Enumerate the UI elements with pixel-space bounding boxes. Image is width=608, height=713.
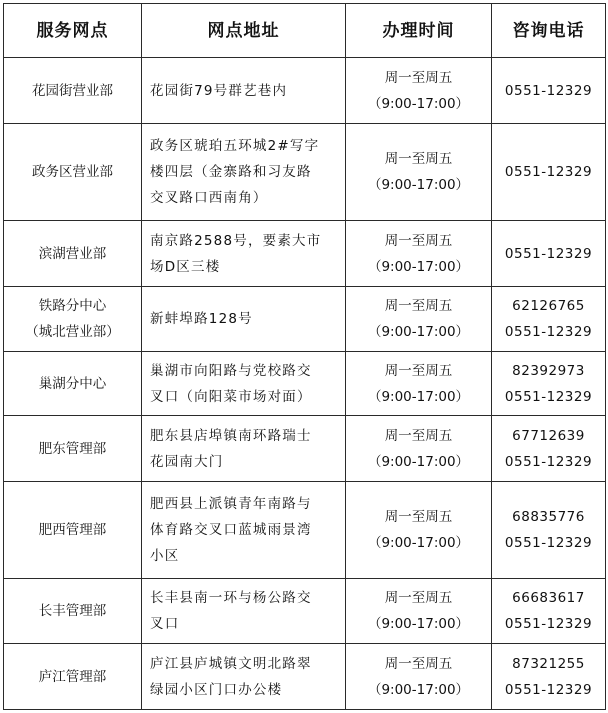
outlet-address-line: 肥西县上派镇青年南路与 [150, 496, 312, 512]
outlet-address-line: 叉口 [150, 616, 180, 632]
outlet-address-line: 花园南大门 [150, 453, 224, 470]
business-hours-cell [346, 644, 492, 710]
outlet-name-line: 政务区营业部 [32, 164, 113, 180]
outlet-name-line: 庐江管理部 [38, 668, 107, 685]
business-hours-line: 周一至周五 [384, 298, 453, 314]
business-hours-line: （9:00-17:00） [367, 258, 470, 275]
business-hours-line: 周一至周五 [384, 362, 453, 379]
outlet-name-line: 滨湖营业部 [38, 245, 107, 262]
table-row [4, 221, 606, 287]
contact-phone-line: 0551-12329 [504, 164, 593, 180]
outlet-address-line: 场D区三楼 [150, 258, 221, 275]
outlet-name-cell [4, 482, 142, 579]
contact-phone-line: 82392973 [512, 362, 585, 379]
table-row [4, 124, 606, 221]
contact-phone-cell [492, 482, 606, 579]
outlet-address-cell [142, 482, 346, 579]
contact-phone-line: 0551-12329 [504, 388, 593, 405]
outlet-address-line: 楼四层（金寨路和习友路 [150, 164, 312, 180]
outlet-address-cell [142, 579, 346, 644]
business-hours-line: （9:00-17:00） [367, 616, 470, 632]
header-service-outlet: 服务网点 [4, 4, 142, 58]
business-hours-cell [346, 58, 492, 124]
outlet-address-cell [142, 124, 346, 221]
table-row [4, 644, 606, 710]
contact-phone-line: 62126765 [512, 298, 585, 314]
outlet-name-line: 铁路分中心 [38, 298, 107, 314]
table-row [4, 58, 606, 124]
business-hours-line: （9:00-17:00） [367, 388, 470, 405]
table-row [4, 352, 606, 416]
contact-phone-line: 0551-12329 [504, 82, 593, 99]
outlet-name-line: 花园街营业部 [32, 82, 113, 99]
outlet-address-line: 交叉路口西南角） [150, 190, 268, 206]
business-hours-line: 周一至周五 [384, 509, 453, 525]
contact-phone-cell [492, 221, 606, 287]
business-hours-cell [346, 221, 492, 287]
outlet-address-line: 新蚌埠路128号 [150, 311, 253, 327]
business-hours-line: 周一至周五 [384, 427, 453, 444]
business-hours-cell [346, 287, 492, 352]
outlet-name-cell [4, 58, 142, 124]
outlet-address-line: 绿园小区门口办公楼 [150, 681, 283, 698]
outlet-address-cell [142, 644, 346, 710]
business-hours-line: （9:00-17:00） [367, 324, 470, 340]
business-hours-line: （9:00-17:00） [367, 95, 470, 112]
outlet-name-cell [4, 579, 142, 644]
outlet-name-cell [4, 221, 142, 287]
business-hours-cell [346, 579, 492, 644]
table-row [4, 416, 606, 482]
outlet-name-line: 肥西管理部 [38, 522, 107, 538]
contact-phone-cell [492, 58, 606, 124]
outlet-address-line: 小区 [150, 548, 180, 564]
outlet-address-cell [142, 287, 346, 352]
contact-phone-line: 87321255 [512, 655, 585, 672]
outlet-name-line: （城北营业部） [25, 324, 120, 340]
outlet-name-line: 巢湖分中心 [38, 375, 107, 392]
contact-phone-line: 67712639 [512, 427, 585, 444]
contact-phone-line: 0551-12329 [504, 453, 593, 470]
outlet-name-line: 长丰管理部 [38, 603, 107, 619]
business-hours-line: （9:00-17:00） [367, 453, 470, 470]
outlet-address-line: 叉口（向阳菜市场对面） [150, 388, 312, 405]
contact-phone-cell [492, 579, 606, 644]
business-hours-line: （9:00-17:00） [367, 535, 470, 551]
outlet-name-line: 肥东管理部 [38, 440, 107, 457]
business-hours-line: 周一至周五 [384, 232, 453, 249]
header-row [4, 4, 606, 58]
contact-phone-cell [492, 124, 606, 221]
outlet-name-cell [4, 124, 142, 221]
business-hours-line: 周一至周五 [384, 151, 453, 167]
contact-phone-line: 66683617 [512, 590, 585, 606]
outlet-address-cell [142, 58, 346, 124]
table-body [4, 58, 606, 710]
business-hours-cell [346, 416, 492, 482]
outlet-name-cell [4, 287, 142, 352]
outlet-name-cell [4, 416, 142, 482]
contact-phone-line: 0551-12329 [504, 681, 593, 698]
outlet-address-line: 政务区琥珀五环城2#写字 [150, 138, 320, 154]
table-row [4, 482, 606, 579]
header-contact-phone: 咨询电话 [492, 4, 606, 58]
business-hours-cell [346, 482, 492, 579]
header-outlet-address: 网点地址 [142, 4, 346, 58]
outlet-address-line: 庐江县庐城镇文明北路翠 [150, 655, 312, 672]
outlet-address-line: 巢湖市向阳路与党校路交 [150, 362, 312, 379]
outlet-address-line: 南京路2588号，要素大市 [150, 232, 322, 249]
table-row [4, 579, 606, 644]
outlet-address-line: 肥东县店埠镇南环路瑞士 [150, 427, 312, 444]
business-hours-cell [346, 352, 492, 416]
business-hours-line: 周一至周五 [384, 590, 453, 606]
table-row [4, 287, 606, 352]
business-hours-line: 周一至周五 [384, 69, 453, 86]
outlet-name-cell [4, 644, 142, 710]
outlet-address-cell [142, 221, 346, 287]
contact-phone-line: 0551-12329 [504, 245, 593, 262]
contact-phone-cell [492, 416, 606, 482]
outlet-address-line: 花园街79号群艺巷内 [150, 82, 288, 99]
contact-phone-line: 68835776 [512, 509, 585, 525]
outlet-name-cell [4, 352, 142, 416]
contact-phone-line: 0551-12329 [504, 324, 593, 340]
business-hours-line: 周一至周五 [384, 655, 453, 672]
outlet-address-line: 长丰县南一环与杨公路交 [150, 590, 312, 606]
outlet-address-cell [142, 416, 346, 482]
contact-phone-cell [492, 644, 606, 710]
service-outlet-table [3, 3, 606, 710]
contact-phone-line: 0551-12329 [504, 616, 593, 632]
contact-phone-cell [492, 352, 606, 416]
outlet-address-cell [142, 352, 346, 416]
contact-phone-cell [492, 287, 606, 352]
business-hours-line: （9:00-17:00） [367, 681, 470, 698]
business-hours-line: （9:00-17:00） [367, 177, 470, 193]
business-hours-cell [346, 124, 492, 221]
header-business-hours: 办理时间 [346, 4, 492, 58]
contact-phone-line: 0551-12329 [504, 535, 593, 551]
outlet-address-line: 体育路交叉口蓝城雨景湾 [150, 522, 312, 538]
